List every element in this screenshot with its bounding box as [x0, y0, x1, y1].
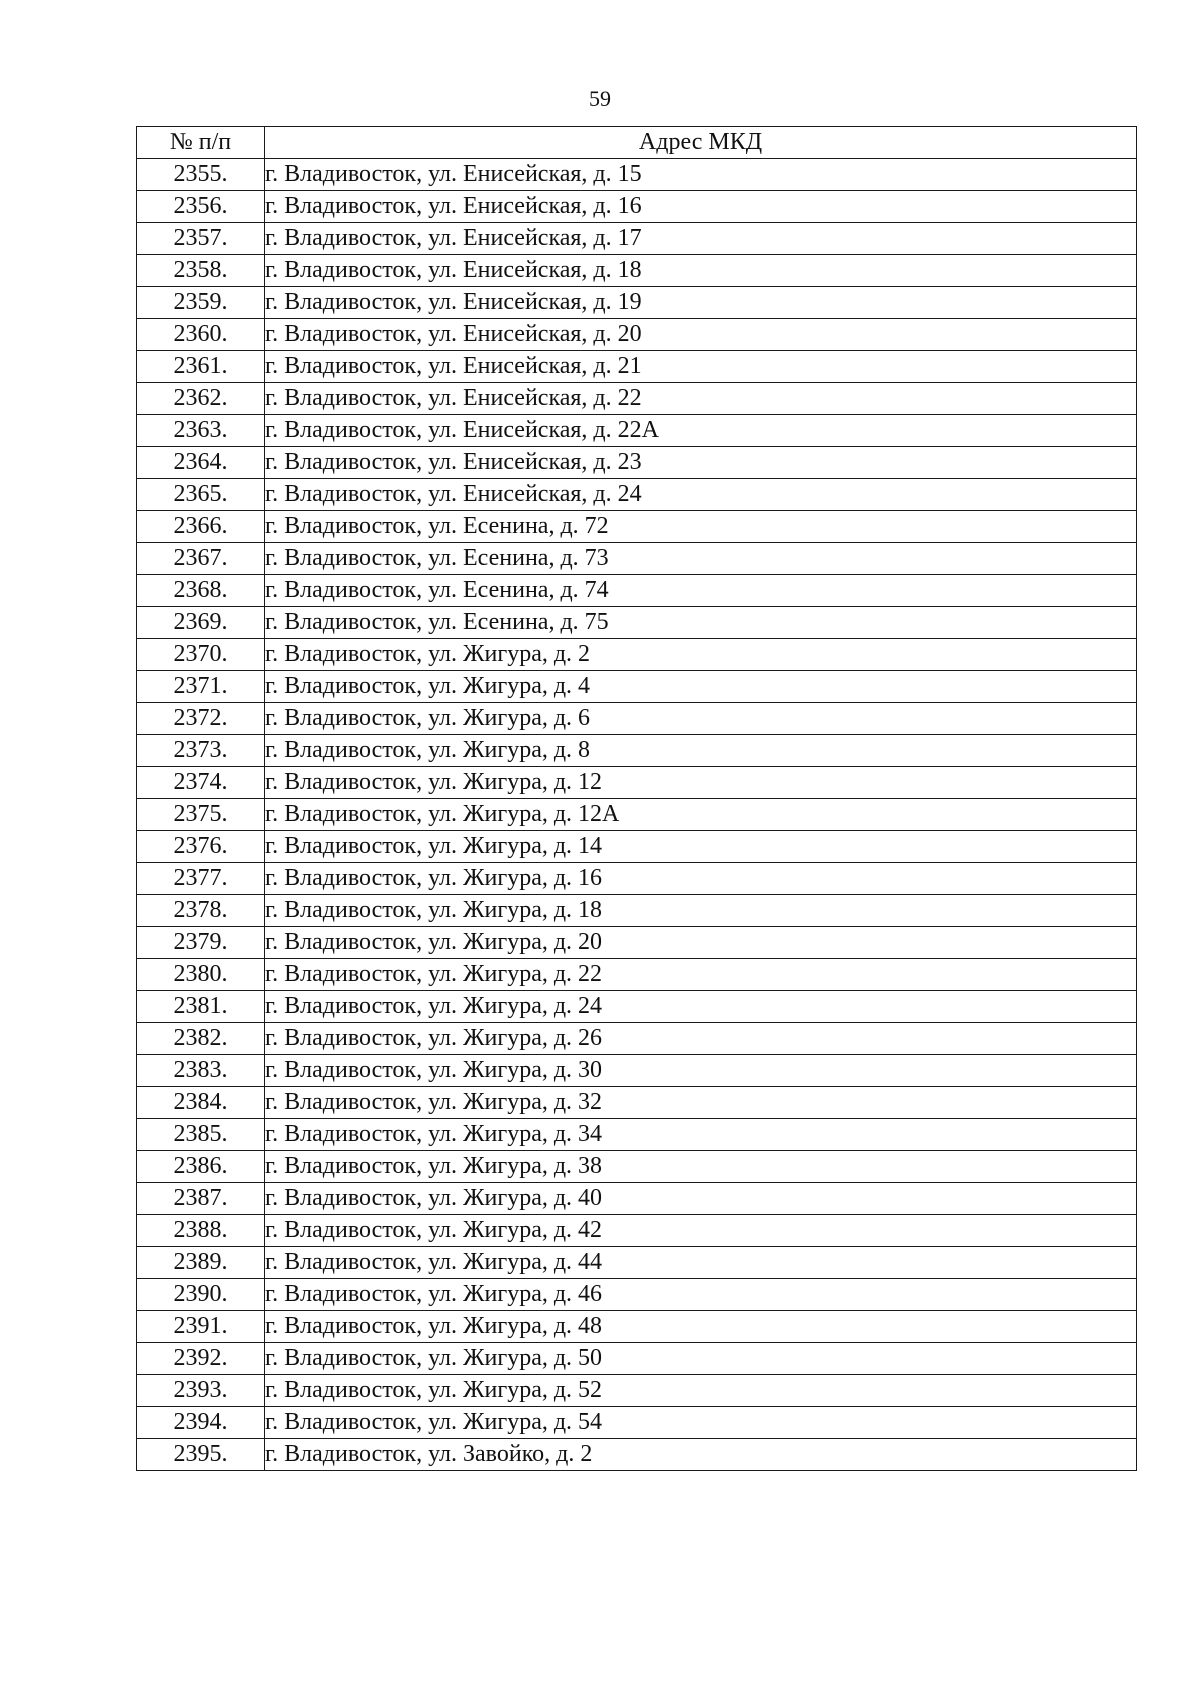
row-address: г. Владивосток, ул. Енисейская, д. 16 [265, 191, 1137, 223]
table-row [137, 447, 1137, 479]
row-address: г. Владивосток, ул. Жигура, д. 52 [265, 1375, 1137, 1407]
table-header-row [137, 127, 1137, 159]
row-number: 2381. [137, 991, 265, 1023]
row-address: г. Владивосток, ул. Жигура, д. 12 [265, 767, 1137, 799]
row-number: 2377. [137, 863, 265, 895]
table-body [137, 159, 1137, 1471]
table-row [137, 1215, 1137, 1247]
row-address: г. Владивосток, ул. Есенина, д. 74 [265, 575, 1137, 607]
row-number: 2372. [137, 703, 265, 735]
row-address: г. Владивосток, ул. Жигура, д. 50 [265, 1343, 1137, 1375]
table-row [137, 1151, 1137, 1183]
row-address: г. Владивосток, ул. Жигура, д. 42 [265, 1215, 1137, 1247]
table-row [137, 223, 1137, 255]
row-address: г. Владивосток, ул. Енисейская, д. 17 [265, 223, 1137, 255]
table-row [137, 767, 1137, 799]
row-address: г. Владивосток, ул. Жигура, д. 6 [265, 703, 1137, 735]
row-number: 2386. [137, 1151, 265, 1183]
row-address: г. Владивосток, ул. Есенина, д. 75 [265, 607, 1137, 639]
row-number: 2393. [137, 1375, 265, 1407]
row-number: 2388. [137, 1215, 265, 1247]
page-number: 59 [589, 86, 611, 111]
row-address: г. Владивосток, ул. Жигура, д. 30 [265, 1055, 1137, 1087]
row-number: 2360. [137, 319, 265, 351]
row-address: г. Владивосток, ул. Енисейская, д. 18 [265, 255, 1137, 287]
row-number: 2371. [137, 671, 265, 703]
row-number: 2366. [137, 511, 265, 543]
table-row [137, 1119, 1137, 1151]
table-row [137, 927, 1137, 959]
table-row [137, 1055, 1137, 1087]
row-address: г. Владивосток, ул. Жигура, д. 18 [265, 895, 1137, 927]
row-address: г. Владивосток, ул. Жигура, д. 16 [265, 863, 1137, 895]
row-number: 2363. [137, 415, 265, 447]
row-address: г. Владивосток, ул. Жигура, д. 40 [265, 1183, 1137, 1215]
row-number: 2378. [137, 895, 265, 927]
row-address: г. Владивосток, ул. Жигура, д. 26 [265, 1023, 1137, 1055]
row-number: 2389. [137, 1247, 265, 1279]
table-row [137, 415, 1137, 447]
table-row [137, 1375, 1137, 1407]
table-row [137, 1023, 1137, 1055]
row-number: 2395. [137, 1439, 265, 1471]
row-address: г. Владивосток, ул. Жигура, д. 54 [265, 1407, 1137, 1439]
row-number: 2385. [137, 1119, 265, 1151]
row-number: 2368. [137, 575, 265, 607]
table-row [137, 735, 1137, 767]
row-address: г. Владивосток, ул. Жигура, д. 2 [265, 639, 1137, 671]
row-number: 2379. [137, 927, 265, 959]
row-number: 2383. [137, 1055, 265, 1087]
table-row [137, 959, 1137, 991]
row-address: г. Владивосток, ул. Жигура, д. 46 [265, 1279, 1137, 1311]
table-row [137, 1087, 1137, 1119]
row-address: г. Владивосток, ул. Енисейская, д. 23 [265, 447, 1137, 479]
row-number: 2390. [137, 1279, 265, 1311]
row-address: г. Владивосток, ул. Есенина, д. 73 [265, 543, 1137, 575]
row-number: 2373. [137, 735, 265, 767]
table-row [137, 1247, 1137, 1279]
table-row [137, 863, 1137, 895]
row-number: 2359. [137, 287, 265, 319]
row-address: г. Владивосток, ул. Енисейская, д. 22 [265, 383, 1137, 415]
row-number: 2391. [137, 1311, 265, 1343]
row-address: г. Владивосток, ул. Енисейская, д. 21 [265, 351, 1137, 383]
row-number: 2364. [137, 447, 265, 479]
table-row [137, 287, 1137, 319]
table-row [137, 991, 1137, 1023]
column-header-number: № п/п [137, 127, 265, 159]
mkd-address-table [136, 126, 1137, 1471]
table-row [137, 255, 1137, 287]
row-number: 2357. [137, 223, 265, 255]
table-row [137, 575, 1137, 607]
row-number: 2387. [137, 1183, 265, 1215]
row-address: г. Владивосток, ул. Жигура, д. 38 [265, 1151, 1137, 1183]
row-number: 2380. [137, 959, 265, 991]
column-header-address: Адрес МКД [265, 127, 1137, 159]
row-address: г. Владивосток, ул. Жигура, д. 4 [265, 671, 1137, 703]
row-address: г. Владивосток, ул. Жигура, д. 48 [265, 1311, 1137, 1343]
row-address: г. Владивосток, ул. Жигура, д. 24 [265, 991, 1137, 1023]
table-row [137, 511, 1137, 543]
row-address: г. Владивосток, ул. Завойко, д. 2 [265, 1439, 1137, 1471]
row-address: г. Владивосток, ул. Енисейская, д. 22А [265, 415, 1137, 447]
table-row [137, 191, 1137, 223]
table-row [137, 671, 1137, 703]
table-row [137, 607, 1137, 639]
row-number: 2375. [137, 799, 265, 831]
row-number: 2376. [137, 831, 265, 863]
table-row [137, 319, 1137, 351]
row-number: 2361. [137, 351, 265, 383]
row-address: г. Владивосток, ул. Есенина, д. 72 [265, 511, 1137, 543]
row-address: г. Владивосток, ул. Енисейская, д. 24 [265, 479, 1137, 511]
row-address: г. Владивосток, ул. Жигура, д. 20 [265, 927, 1137, 959]
table-row [137, 831, 1137, 863]
row-number: 2374. [137, 767, 265, 799]
table-row [137, 159, 1137, 191]
row-number: 2382. [137, 1023, 265, 1055]
row-number: 2367. [137, 543, 265, 575]
row-address: г. Владивосток, ул. Жигура, д. 8 [265, 735, 1137, 767]
row-number: 2362. [137, 383, 265, 415]
row-address: г. Владивосток, ул. Жигура, д. 44 [265, 1247, 1137, 1279]
row-address: г. Владивосток, ул. Енисейская, д. 15 [265, 159, 1137, 191]
row-number: 2394. [137, 1407, 265, 1439]
table-row [137, 479, 1137, 511]
row-address: г. Владивосток, ул. Жигура, д. 32 [265, 1087, 1137, 1119]
row-number: 2358. [137, 255, 265, 287]
row-number: 2355. [137, 159, 265, 191]
row-address: г. Владивосток, ул. Жигура, д. 22 [265, 959, 1137, 991]
table-row [137, 351, 1137, 383]
table-row [137, 1311, 1137, 1343]
table-row [137, 1343, 1137, 1375]
table-row [137, 543, 1137, 575]
table-row [137, 1183, 1137, 1215]
table-row [137, 1279, 1137, 1311]
row-number: 2356. [137, 191, 265, 223]
table-row [137, 1407, 1137, 1439]
row-address: г. Владивосток, ул. Жигура, д. 14 [265, 831, 1137, 863]
row-address: г. Владивосток, ул. Енисейская, д. 20 [265, 319, 1137, 351]
row-number: 2392. [137, 1343, 265, 1375]
row-number: 2384. [137, 1087, 265, 1119]
table-row [137, 703, 1137, 735]
row-address: г. Владивосток, ул. Жигура, д. 12А [265, 799, 1137, 831]
table-row [137, 383, 1137, 415]
row-number: 2369. [137, 607, 265, 639]
table-row [137, 1439, 1137, 1471]
row-number: 2370. [137, 639, 265, 671]
row-address: г. Владивосток, ул. Жигура, д. 34 [265, 1119, 1137, 1151]
row-number: 2365. [137, 479, 265, 511]
table-row [137, 639, 1137, 671]
table-row [137, 799, 1137, 831]
row-address: г. Владивосток, ул. Енисейская, д. 19 [265, 287, 1137, 319]
table-row [137, 895, 1137, 927]
